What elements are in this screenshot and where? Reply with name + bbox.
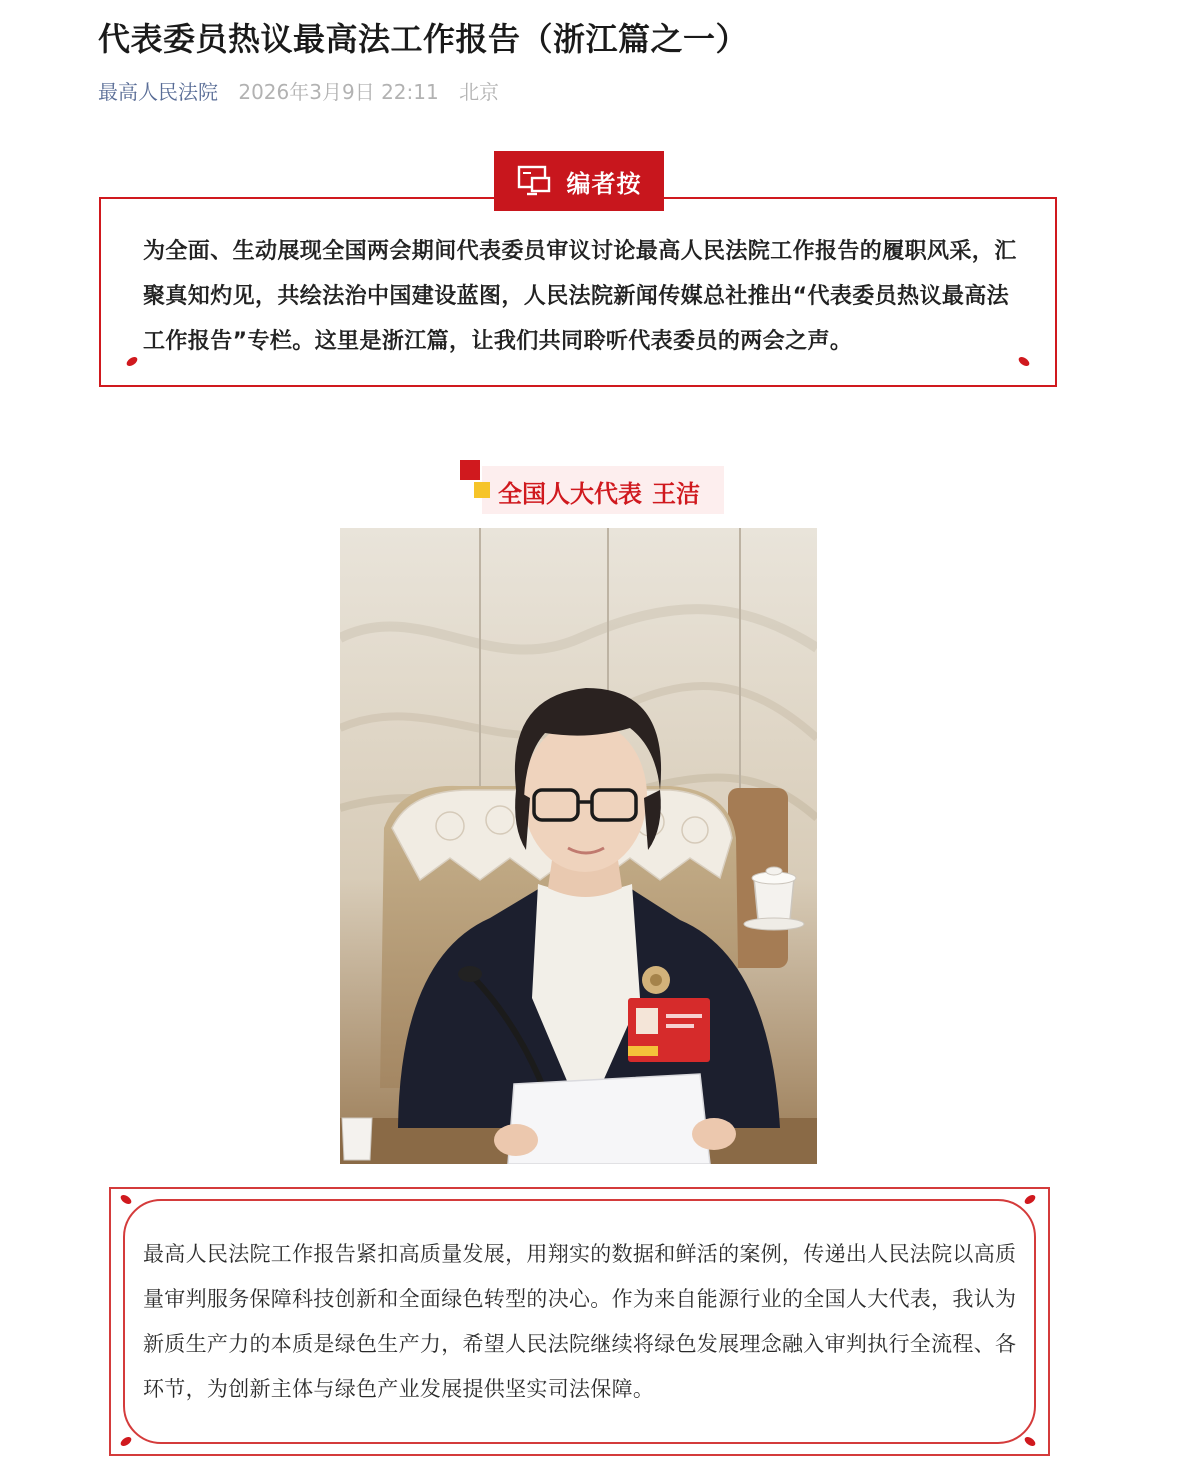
publish-time: 2026年3月9日 22:11 (238, 80, 439, 104)
quote-text: 最高人民法院工作报告紧扣高质量发展，用翔实的数据和鲜活的案例，传递出人民法院以高质量审判服务保障科技创新和全面绿色转型的决心。作为来自能源行业的全国人大代表，我认为新质生产力的本质是绿色生产力，希望人民法院继续将绿色发展理念融入审判执行全流程、各环节，为创新主体与绿色产业发展提供坚实司法保障。 (143, 1242, 1017, 1401)
speaker-photo-illustration (340, 528, 817, 1164)
screen-icon (517, 164, 551, 198)
yellow-square-decoration (474, 482, 490, 498)
speaker-name: 王洁 (652, 480, 700, 508)
editor-note-text: 为全面、生动展现全国两会期间代表委员审议讨论最高人民法院工作报告的履职风采，汇聚真知灼见，共绘法治中国建设蓝图，人民法院新闻传媒总社推出“代表委员热议最高法工作报告”专栏。这里是浙江篇，让我们共同聆听代表委员的两会之声。 (143, 239, 1017, 354)
source-link[interactable]: 最高人民法院 (98, 80, 218, 104)
publish-location: 北京 (459, 80, 500, 104)
article-meta (98, 76, 499, 105)
article-title: 代表委员热议最高法工作报告（浙江篇之一） (98, 20, 749, 58)
editor-note-label: 编者按 (566, 169, 642, 198)
red-square-decoration (460, 460, 480, 480)
speaker-title: 全国人大代表 (498, 480, 642, 508)
editor-note-tag (494, 151, 664, 211)
speaker-label (498, 474, 700, 509)
speaker-photo (340, 528, 817, 1164)
